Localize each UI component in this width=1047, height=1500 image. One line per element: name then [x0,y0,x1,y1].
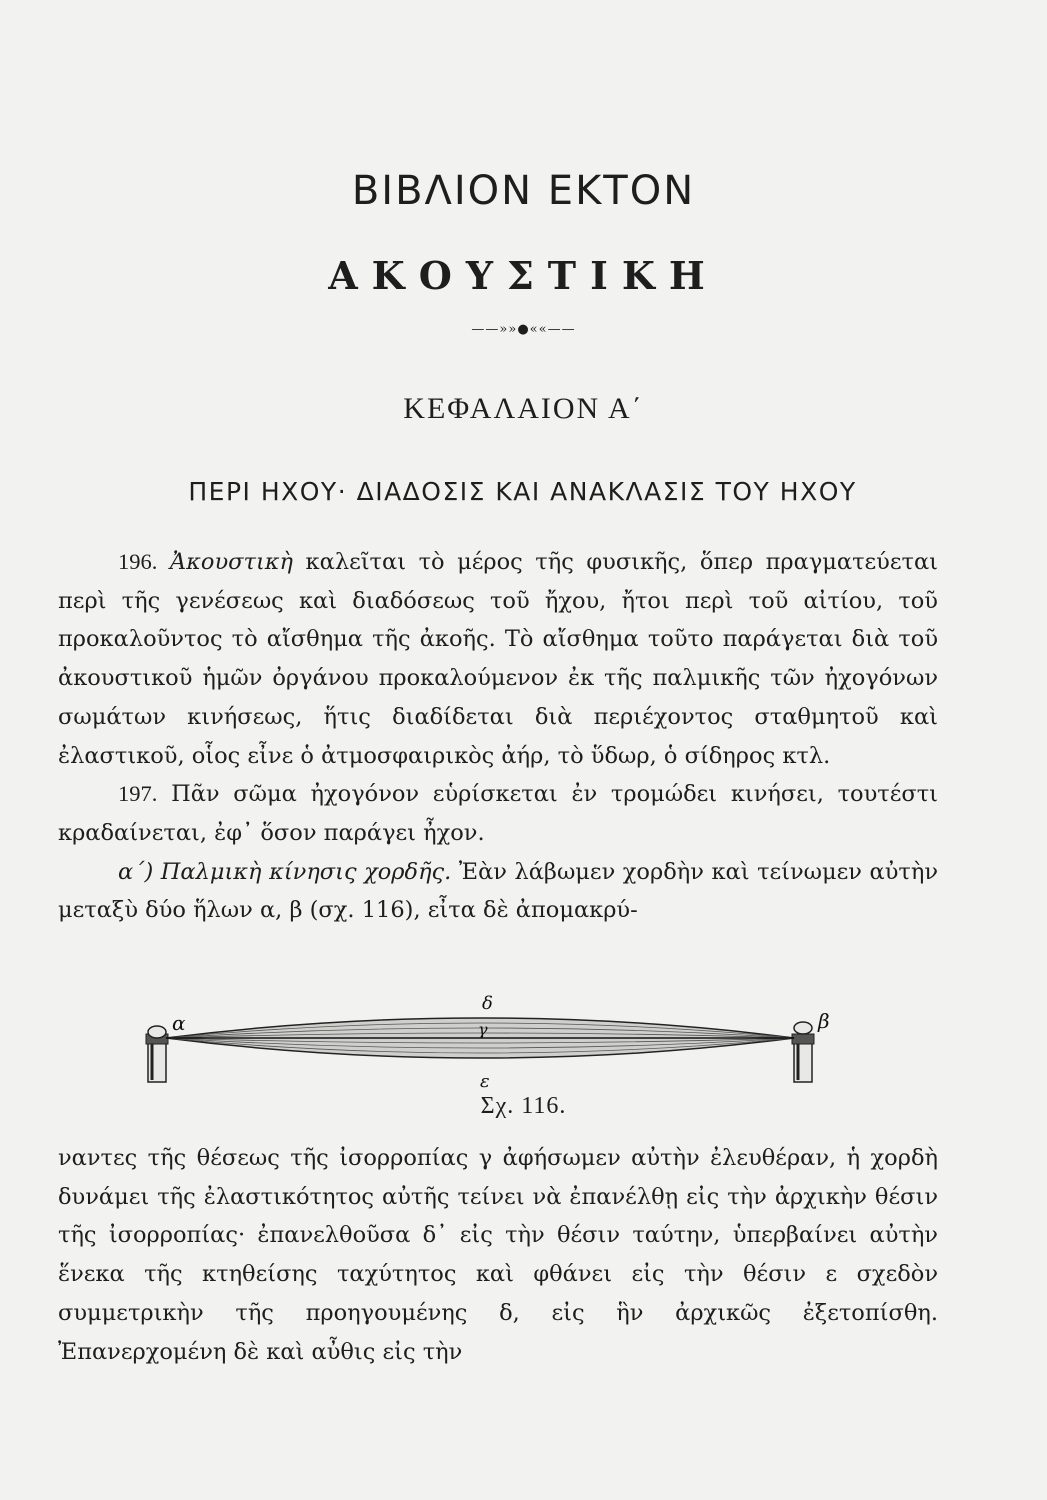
paragraph-continuation: ναντες τῆς θέσεως τῆς ἰσορροπίας γ ἀφήσωμεν αὐτὴν ἐλευθέραν, ἡ χορδὴ δυνάμει τῆς ἐλαστικότητος αὐτῆς τείνει νὰ ἐπανέλθῃ εἰς τὴν ἀρχικὴν θέσιν τῆς ἰσορροπίας· ἐπανελθοῦσα δ᾽ εἰς τὴν θέσιν ταύτην, ὑπερβαίνει αὐτὴν ἕνεκα τῆς κτηθείσης ταχύτητος καὶ φθάνει εἰς τὴν θέσιν ε σχεδὸν συμμετρικὴν τῆς προηγουμένης δ, εἰς ἣν ἀρχικῶς ἐξετοπίσθη. Ἐπανερχομένη δὲ καὶ αὖθις εἰς τὴν [58,1145,938,1365]
section-title: ΠΕΡΙ ΗΧΟΥ· ΔΙΑΔΟΣΙΣ ΚΑΙ ΑΝΑΚΛΑΣΙΣ ΤΟΥ ΗΧΟΥ [188,477,857,506]
paragraph-number: 196. [118,549,158,574]
figure-label-b: β [818,1009,830,1033]
paragraph-197 [58,775,938,852]
figure-caption: Σχ. 116. [480,1093,567,1119]
subject-title: ΑΚΟΥΣΤΙΚΗ [328,253,719,298]
defined-term: Ἀκουστικὴ [169,549,294,575]
paragraph-text: Ἐὰν λάβωμεν χορδὴν καὶ τείνωμεν αὐτὴν μεταξὺ δύο ἥλων α, β (σχ. 116), εἶτα δὲ ἀπομακρύ- [58,858,939,924]
figure-label-e: ε [480,1071,490,1090]
vibrating-string-figure [130,990,850,1090]
left-peg [146,1026,168,1082]
paragraph-196 [58,543,938,775]
body-text-lower [58,1139,938,1371]
paragraph-a [58,853,938,930]
subsection-label: α΄) Παλμικὴ κίνησις χορδῆς. [118,858,452,885]
paragraph-text: Πᾶν σῶμα ἠχογόνον εὑρίσκεται ἐν τρομώδει κινήσει, τουτέστι κραδαίνεται, ἐφ᾽ ὅσον παράγει ἦχον. [58,781,938,846]
chapter-heading: ΚΕΦΑΛΑΙΟΝ Α΄ [403,392,644,425]
paragraph-text: καλεῖται τὸ μέρος τῆς φυσικῆς, ὅπερ πραγματεύεται περὶ τῆς γενέσεως καὶ διαδόσεως τοῦ ἤχου, ἤτοι περὶ τοῦ αἰτίου, τοῦ προκαλοῦντος τὸ αἴσθημα τῆς ἀκοῆς. Τὸ αἴσθημα τοῦτο παράγεται διὰ τοῦ ἀκουστικοῦ ἡμῶν ὀργάνου προκαλούμενον ἐκ τῆς παλμικῆς τῶν ἠχογόνων σωμάτων κινήσεως, ἥτις διαδίδεται διὰ περιέχοντος σταθμητοῦ καὶ ἐλαστικοῦ, οἷος εἶνε ὁ ἀτμοσφαιρικὸς ἀήρ, τὸ ὕδωρ, ὁ σίδηρος κτλ. [58,549,938,769]
figure-label-g: γ [478,1020,488,1039]
body-text-upper [58,543,938,930]
paragraph-number: 197. [118,781,158,807]
figure-label-a: α [172,1011,186,1035]
figure-label-d: δ [482,993,493,1014]
ornament-divider: ——»»●««—— [471,322,576,337]
right-peg [792,1022,814,1082]
book-title: ΒΙΒΛΙΟΝ ΕΚΤΟΝ [351,168,696,214]
